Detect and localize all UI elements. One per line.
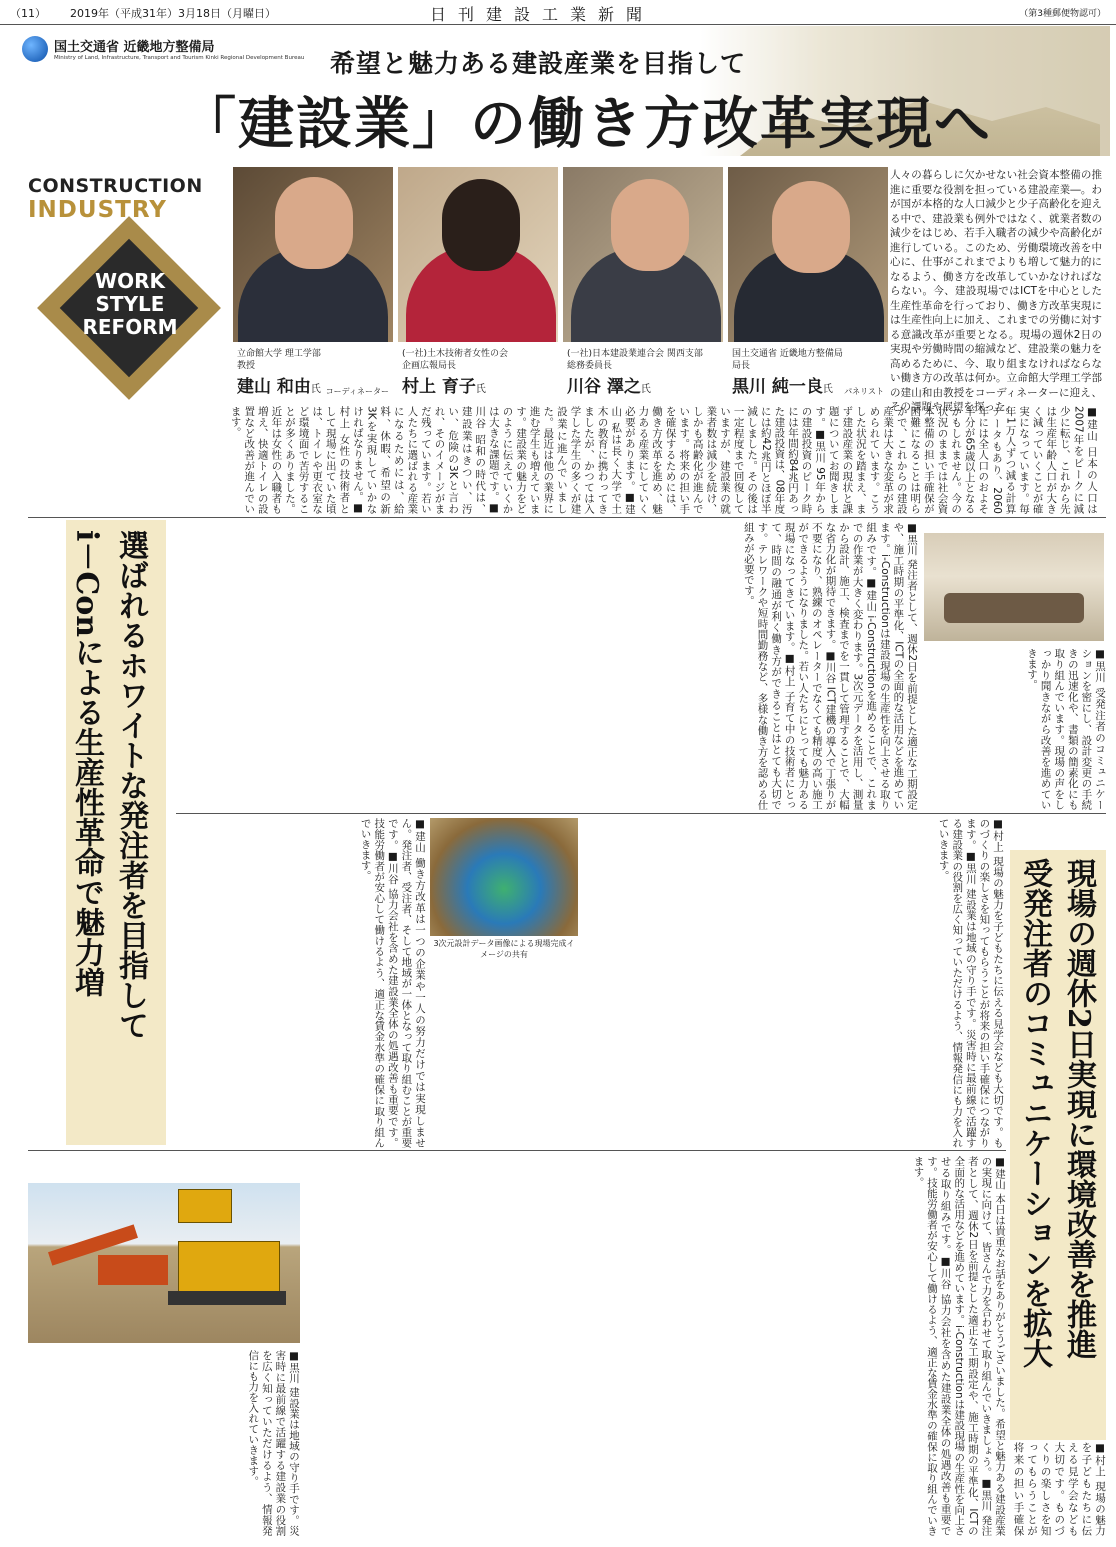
name-text: 黒川 純一良 — [732, 377, 823, 397]
panelist-org: 国土交通省 近畿地方整備局 — [732, 349, 843, 359]
article-body-tier4-left — [28, 1350, 300, 1536]
article-body-tier3-left — [176, 818, 426, 1148]
bulldozer-body — [178, 1241, 280, 1293]
mlit-logo — [22, 36, 305, 62]
panelist-role: 教授 — [237, 361, 256, 371]
bulldozer-track — [168, 1291, 286, 1305]
paragraph: ■建山 本日は貴重なお話をありがとうございました。希望と魅力ある建設産業の実現に向けて、皆さんで力を合わせて取り組んでいきましょう。 — [980, 1156, 1006, 1536]
name-text: 川谷 澤之 — [567, 377, 641, 397]
work-style-reform-badge — [28, 175, 203, 395]
excavator-body — [98, 1255, 168, 1285]
paragraph: ■川谷 協力会社を含めた建設業全体の処遇改善も重要です。技能労働者が安心して働けるよう、適正な賃金水準の確保に取り組んでいきます。 — [359, 818, 399, 1148]
panelist-name — [237, 372, 321, 397]
badge-word-reform: REFORM — [82, 315, 178, 339]
paragraph: ■黒川 受発注者のコミュニケーションを密にし、設計変更の手続きの迅速化や、書類の簡素化にも取り組んでいます。現場の声をしっかり聞きながら改善を進めていきます。 — [1026, 648, 1106, 810]
panelist-caption — [233, 342, 393, 399]
paragraph: ■川谷 昭和の時代は、建設業はきつい、汚い、危険の3Kと言われ、そのイメージがまだ残っています。若い人たちに選ばれる産業になるためには、給料、休暇、希望の新3Kを実現していかなければなりません。 — [351, 406, 500, 514]
paragraph: ■建山 働き方改革は一つの企業や一人の努力だけでは実現しません。発注者、受注者、そして地域が一体となって取り組むことが重要です。 — [386, 818, 426, 1148]
honorific: 氏 — [475, 384, 486, 395]
column-divider — [176, 813, 1106, 814]
image-caption: 3次元設計データ画像による現場完成イメージの共有 — [433, 939, 575, 959]
paragraph: ■建山 私は長く大学で土木の教育に携わってきましたが、かつては入学した学生の多くが建設業に進んでいました。最近は他の業界に進む学生も増えています。建設業の魅力をどのように伝えていくかは大きな課題です。 — [487, 406, 636, 514]
panelist-org: (一社)日本建設業連合会 関西支部 — [567, 349, 703, 359]
subtitle: 希望と魅力ある建設産業を目指して — [330, 49, 747, 78]
panelist-photo-murakami — [398, 167, 558, 399]
panelist-caption — [398, 342, 558, 399]
panelist-role: 局長 — [732, 361, 751, 371]
badge-line1: CONSTRUCTION — [28, 175, 203, 197]
article-body-tier2 — [176, 522, 918, 810]
badge-word-work: WORK — [95, 269, 165, 293]
postal-permit: （第3種郵便物認可） — [1019, 9, 1106, 19]
panelist-role: 企画広報局長 — [402, 361, 457, 371]
paragraph: ■村上 女性の技術者として現場に出ていた頃は、トイレや更衣室など環境面で苦労することが多くありました。近年は女性の入職者も増え、快適トイレの設置など改善が進んでいます。 — [229, 406, 364, 514]
person-head — [275, 177, 353, 269]
column-divider — [28, 1150, 1006, 1151]
panelist-photo-tateyama — [233, 167, 393, 399]
name-text: 村上 育子 — [402, 377, 476, 397]
name-text: 建山 和由 — [237, 377, 311, 397]
article-body-tier2-right — [924, 648, 1106, 810]
article-body-tier1 — [28, 406, 1098, 514]
person-head — [772, 181, 850, 273]
paragraph: ■黒川 95年からの建設投資のピーク時には年間約84兆円あった建設投資は、08年度には約42兆円とほぼ半減しました。その後は一定程度まで回復していますが、建設業の就業者数は減少を続け、しかも高齢化が進んでいます。将来の担い手を確保するためには、働き方改革を進め、魅力ある産業にしていく必要があります。 — [623, 406, 827, 514]
paragraph: ■川谷 協力会社を含めた建設業全体の処遇改善も重要です。技能労働者が安心して働けるよう、適正な賃金水準の確保に取り組んでいきます。 — [912, 1156, 952, 1536]
panelist-caption — [728, 342, 888, 399]
badge-word-style: STYLE — [95, 292, 165, 316]
column-divider — [28, 517, 1106, 518]
panelist-org: (一社)土木技術者女性の会 — [402, 349, 509, 359]
mlit-emblem-icon — [22, 36, 48, 62]
article-body-tier4-right — [1010, 1442, 1106, 1536]
panelist-role: 総務委員長 — [567, 361, 613, 371]
newspaper-name: 日刊建設工業新聞 — [430, 5, 655, 24]
paragraph: ■黒川 発注者として、週休2日を前提とした適正な工期設定や、施工時期の平準化、ICTの全面的な活用などを進めています。i-Constructionは建設現場の生産性を向上させる取り組みです。 — [939, 1156, 993, 1536]
headline-white-client: 選ばれるホワイトな発注者を目指して — [113, 530, 148, 1040]
paragraph: ■村上 現場の魅力を子どもたちに伝える見学会なども大切です。ものづくりの楽しさを知ってもらうことが将来の担い手確保 — [1012, 1442, 1106, 1536]
badge-reform-text — [50, 270, 210, 339]
paragraph: ■建山 日本の人口は2007年をピークに減少に転じ、これから先は生産年齢人口が大きく減っていくことが確実になっています。毎年1万人ずつ減る計算データもあり、2060年には全人口のおよそ半分が65歳以上となるかもしれません。今の状況のままでは社会資本整備の担い手確保が困難になることは明らかで、これからの建設産業は大きな変革が求められています。こうした状況を踏まえ、まず建設産業の現状と課題についてお聞きします。 — [814, 406, 1098, 514]
paragraph: ■黒川 建設業は地域の守り手です。災害時に最前線で活躍する建設業の役割を広く知っていただけるよう、情報発信にも力を入れていきます。 — [937, 818, 977, 1148]
badge-line2: INDUSTRY — [28, 197, 167, 223]
paragraph: ■村上 現場の魅力を子どもたちに伝える見学会なども大切です。ものづくりの楽しさを知ってもらうことが将来の担い手確保につながります。 — [964, 818, 1004, 1148]
panelist-name — [567, 372, 651, 397]
paragraph: ■川谷 ICT建機の導入で丁張りが不要になり、熟練のオペレーターでなくても精度の高い施工ができるようになりました。若い人たちにとっても魅力ある現場になってきています。 — [783, 522, 837, 810]
3d-design-data-image — [430, 818, 578, 959]
panelist-photo-kurokawa — [728, 167, 888, 399]
panelist-name — [732, 372, 833, 397]
honorific: 氏 — [310, 384, 321, 395]
panelist-caption — [563, 342, 723, 399]
headline-iconstruction: i－Conによる生産性革命で魅力増 — [69, 530, 104, 998]
article-body-tier3-right — [586, 818, 1004, 1148]
panelist-name — [402, 372, 486, 397]
headline-weekly-two-days-off: 現場の週休2日実現に環境改善を推進 — [1061, 858, 1096, 1359]
logo-org: 国土交通省 近畿地方整備局 — [54, 40, 215, 55]
page-number: （11） — [10, 7, 46, 20]
issue-date: 2019年（平成31年）3月18日（月曜日） — [70, 7, 276, 20]
headline-communication: 受発注者のコミュニケーションを拡大 — [1017, 858, 1052, 1368]
construction-machinery-photo — [28, 1183, 300, 1343]
main-title: 「建設業」の働き方改革実現へ — [180, 91, 992, 157]
paragraph: ■黒川 建設業は地域の守り手です。災害時に最前線で活躍する建設業の役割を広く知っていただけるよう、情報発信にも力を入れていきます。 — [247, 1350, 300, 1536]
lead-paragraph: 人々の暮らしに欠かせない社会資本整備の推進に重要な役割を担っている建設産業―。わが国が本格的な人口減少と少子高齢化を迎える中で、建設業も例外ではなく、就業者数の減少をはじめ、若手入職者の減少や高齢化が進行している。このため、労働環境改善を中心に、仕事がこれまでよりも増して魅力的になるよう、働き方を改革していかなければならない。今、建設現場ではICTを中心とした生産性革命を行っており、働き方改革実現には生産性向上に加え、これまでの労働に対する意識改革が重要となる。現場の週休2日の実現や労働時間の縮減など、建設業の魅力を高めるために、今、取り組まなければならない働き方の改革は何か。立命館大学理工学部の建山和由教授をコーディネーターに迎え、その課題や展望を探った。 — [890, 169, 1102, 413]
second-dozer — [178, 1189, 232, 1223]
honorific: 氏 — [822, 384, 833, 395]
panelist-photo-kawatani — [563, 167, 723, 399]
person-head — [611, 179, 689, 271]
role-tag: コーディネーター — [325, 387, 389, 396]
role-tag: パネリスト — [844, 387, 884, 396]
person-hair — [442, 179, 520, 271]
paragraph: ■村上 子育て中の技術者にとって、時間の融通が利く働き方ができることはとても大切です。テレワークや短時間勤務など、多様な働き方を認める仕組みが必要です。 — [742, 522, 796, 810]
honorific: 氏 — [640, 384, 651, 395]
panelist-org: 立命館大学 理工学部 — [237, 349, 321, 359]
meeting-table — [944, 593, 1084, 623]
paragraph: ■建山 i-Constructionを進めることで、これまでの作業が大きく変わります。3次元データを活用し、測量から設計、施工、検査までを一貫して管理することで、大幅な省力化が期待できます。 — [824, 522, 878, 810]
round-table-photo — [924, 533, 1104, 641]
masthead — [0, 0, 1116, 25]
logo-english: Ministry of Land, Infrastructure, Transport and Tourism Kinki Regional Development Bureau — [54, 55, 305, 61]
article-body-tier4 — [306, 1156, 1006, 1536]
paragraph: ■黒川 発注者として、週休2日を前提とした適正な工期設定や、施工時期の平準化、ICTの全面的な活用などを進めています。i-Constructionは建設現場の生産性を向上させる取り組みです。 — [865, 522, 918, 810]
